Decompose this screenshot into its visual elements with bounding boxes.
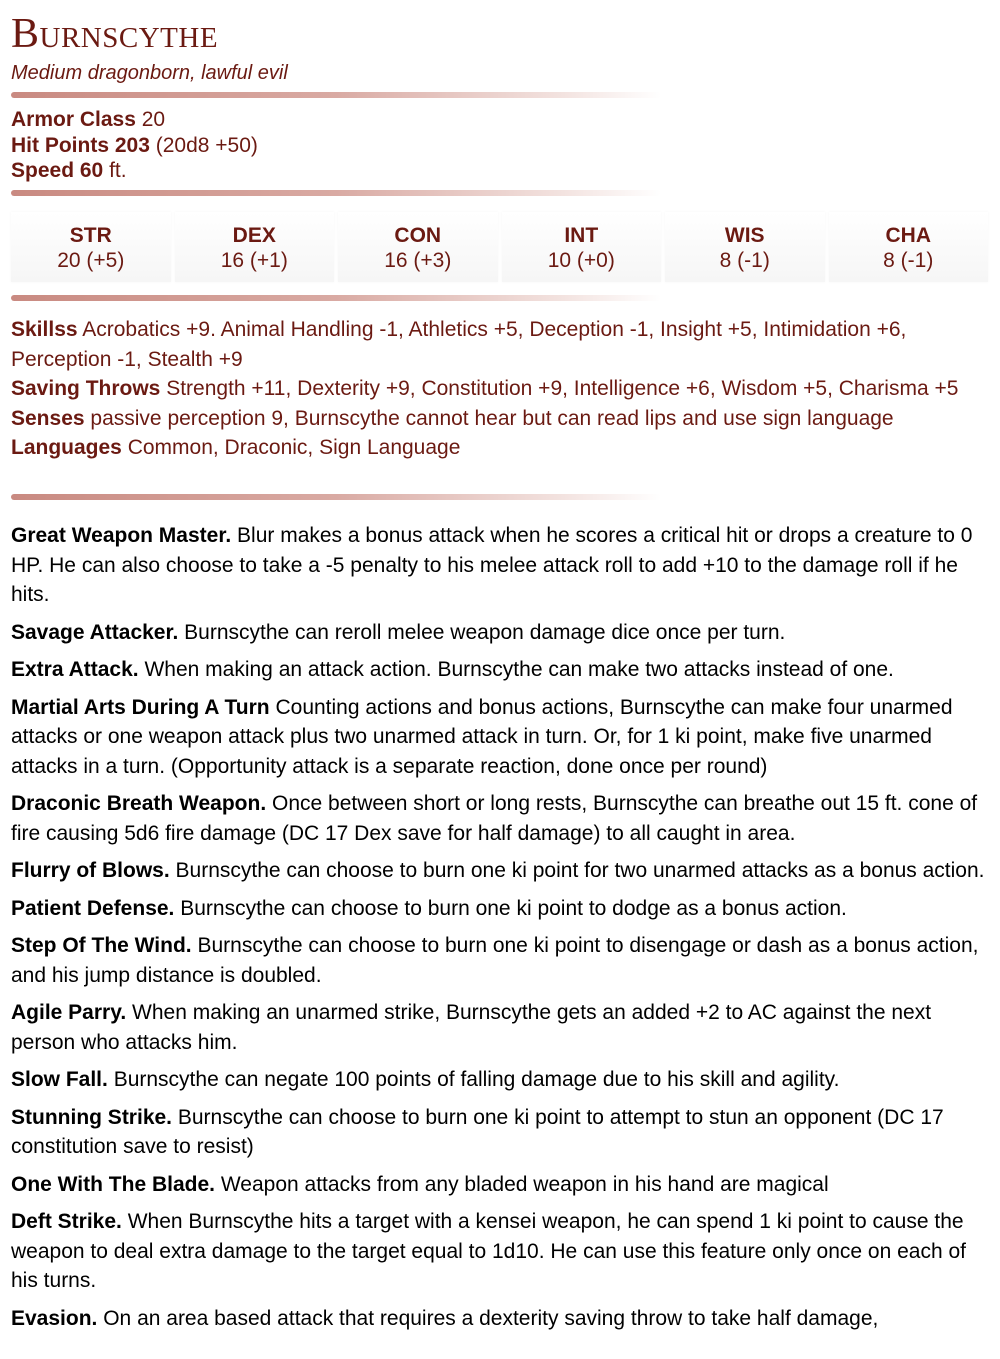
feature-draconic-breath [11, 789, 991, 848]
ability-value: 16 (+1) [220, 249, 288, 272]
ability-value: 8 (-1) [719, 249, 770, 272]
feature-name: Deft Strike. [11, 1210, 122, 1233]
armor-class-value: 20 [141, 108, 166, 131]
feature-text: Counting actions and bonus actions, Burnscythe can make four unarmed attacks or one weapon attack plus two unarmed attack in turn. Or, for 1 ki point, make five unarmed attacks in a turn. (Opportunity attack is a separate reaction, done once per round) [11, 695, 953, 778]
feature-name: Slow Fall. [11, 1068, 108, 1091]
feature-deft-strike [11, 1207, 991, 1296]
feature-name: Extra Attack. [11, 658, 139, 681]
feature-name: Flurry of Blows. [11, 859, 170, 882]
features-list [11, 521, 991, 1341]
feature-name: Great Weapon Master. [11, 524, 232, 547]
ability-label: INT [564, 224, 599, 247]
feature-martial-arts [11, 693, 991, 782]
saving-throws-label: Saving Throws [11, 377, 161, 400]
ability-con [338, 212, 498, 282]
feature-name: Savage Attacker. [11, 620, 179, 644]
feature-text: When making an unarmed strike, Burnscythe gets an added +2 to AC against the next person who attacks him. [11, 1001, 932, 1054]
ability-value: 16 (+3) [384, 249, 452, 272]
hit-points-detail: (20d8 +50) [155, 133, 258, 157]
ability-label: CON [394, 224, 442, 247]
ability-wis [665, 212, 825, 282]
feature-savage-attacker [11, 618, 991, 648]
feature-flurry-of-blows [11, 856, 991, 886]
feature-agile-parry [11, 998, 991, 1057]
feature-text: Blur makes a bonus attack when he scores a critical hit or drops a creature to 0 HP. He can also choose to take a -5 penalty to his melee attack roll to add +10 to the damage roll if he hits. [11, 524, 973, 606]
feature-great-weapon-master [11, 521, 991, 610]
feature-name: Evasion. [11, 1306, 98, 1330]
speed-unit: ft. [109, 159, 127, 182]
feature-name: One With The Blade. [11, 1172, 215, 1196]
ability-dex [175, 212, 335, 282]
senses-text: passive perception 9, Burnscythe cannot hear but can read lips and use sign language [90, 406, 894, 430]
speed-label: Speed [11, 159, 75, 182]
feature-text: When Burnscythe hits a target with a kensei weapon, he can spend 1 ki point to cause the weapon to deal extra damage to the target equal to 1d10. He can use this feature only once on each of his turns. [11, 1210, 966, 1292]
speed-line [11, 158, 258, 184]
divider [11, 190, 661, 196]
core-stats [11, 107, 258, 184]
skills-text: Acrobatics +9. Animal Handling -1, Athletics +5, Deception -1, Insight +5, Intimidation +6, Perception -1, Stealth +9 [11, 318, 907, 371]
ability-scores [11, 212, 988, 282]
creature-name: Burnscythe [11, 11, 219, 57]
feature-stunning-strike [11, 1103, 991, 1162]
divider [11, 295, 661, 301]
feature-name: Patient Defense. [11, 896, 175, 920]
feature-evasion [11, 1304, 991, 1334]
feature-text: Burnscythe can choose to burn one ki point to attempt to stun an opponent (DC 17 constitution save to resist) [11, 1105, 944, 1158]
languages-line [11, 433, 991, 463]
senses-label: Senses [11, 406, 85, 430]
languages-text: Common, Draconic, Sign Language [127, 436, 461, 459]
divider [11, 494, 661, 500]
feature-patient-defense [11, 894, 991, 924]
ability-value: 20 (+5) [57, 249, 125, 272]
feature-name: Step Of The Wind. [11, 934, 192, 957]
feature-name: Stunning Strike. [11, 1105, 173, 1129]
ability-label: WIS [724, 224, 765, 247]
ability-label: CHA [885, 224, 931, 247]
ability-label: STR [69, 224, 112, 247]
ability-label: DEX [232, 224, 276, 247]
feature-text: Once between short or long rests, Burnscythe can breathe out 15 ft. cone of fire causing 5d6 fire damage (DC 17 Dex save for half damage) to all caught in area. [11, 792, 978, 845]
feature-text: On an area based attack that requires a dexterity saving throw to take half damage, [103, 1306, 879, 1330]
feature-extra-attack [11, 655, 991, 685]
feature-text: Burnscythe can reroll melee weapon damage dice once per turn. [184, 620, 786, 644]
armor-class-label: Armor Class [11, 108, 136, 131]
ability-value: 8 (-1) [883, 249, 934, 272]
divider [11, 92, 661, 98]
ability-value: 10 (+0) [547, 249, 615, 272]
ability-str [11, 212, 171, 282]
feature-name: Agile Parry. [11, 1001, 127, 1024]
skills-label: Skillss [11, 318, 78, 341]
hit-points-line [11, 133, 258, 159]
feature-name: Draconic Breath Weapon. [11, 792, 267, 815]
saving-throws-text: Strength +11, Dexterity +9, Constitution +9, Intelligence +6, Wisdom +5, Charisma +5 [166, 377, 959, 400]
hit-points-label: Hit Points [11, 133, 109, 157]
feature-slow-fall [11, 1065, 991, 1095]
creature-properties [11, 315, 991, 463]
feature-text: Burnscythe can choose to burn one ki point to dodge as a bonus action. [180, 896, 847, 920]
saving-throws-line [11, 374, 991, 404]
feature-text: Weapon attacks from any bladed weapon in his hand are magical [220, 1172, 829, 1196]
skills-line [11, 315, 991, 374]
feature-name: Martial Arts During A Turn [11, 695, 270, 719]
feature-one-with-the-blade [11, 1170, 991, 1200]
feature-text: Burnscythe can choose to burn one ki point for two unarmed attacks as a bonus action. [175, 859, 985, 882]
feature-step-of-the-wind [11, 931, 991, 990]
speed-value: 60 [79, 159, 104, 182]
ability-cha [829, 212, 989, 282]
languages-label: Languages [11, 436, 122, 459]
feature-text: When making an attack action. Burnscythe can make two attacks instead of one. [144, 658, 894, 681]
creature-meta: Medium dragonborn, lawful evil [11, 62, 288, 84]
feature-text: Burnscythe can choose to burn one ki point to disengage or dash as a bonus action, and his jump distance is doubled. [11, 934, 979, 987]
senses-line [11, 404, 991, 434]
armor-class-line [11, 107, 258, 133]
hit-points-value: 203 [114, 133, 150, 157]
feature-text: Burnscythe can negate 100 points of falling damage due to his skill and agility. [113, 1068, 840, 1091]
ability-int [502, 212, 662, 282]
